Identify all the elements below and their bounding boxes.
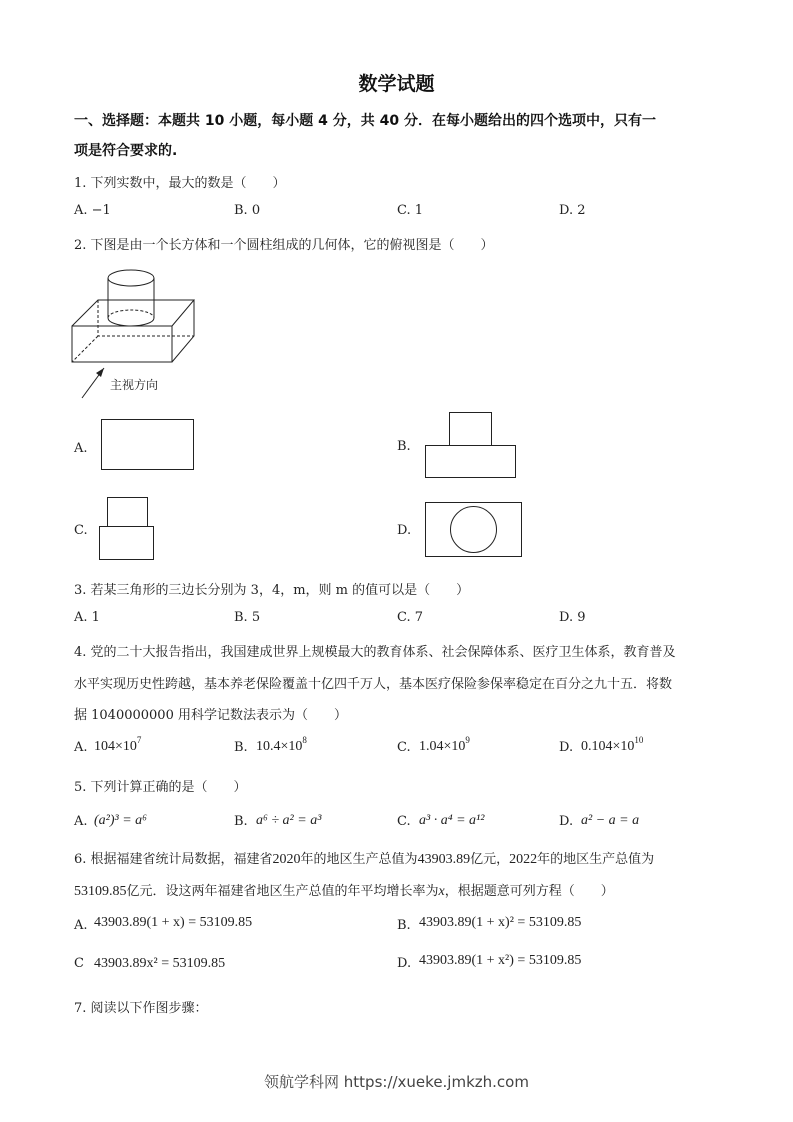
question-3-option-d: D. 9	[559, 610, 586, 625]
question-5-option-d-expr: a² − a = a	[581, 813, 640, 828]
question-5-option-a-expr: (a²)³ = a⁶	[94, 813, 148, 828]
section-heading-line-1: 一、选择题：本题共 10 小题，每小题 4 分，共 40 分．在每小题给出的四个选项中，只有一	[74, 113, 656, 129]
page-title: 数学试题	[358, 73, 435, 95]
question-5-option-c-label: C.	[397, 814, 411, 829]
arrow-icon	[96, 368, 104, 377]
question-4-option-b-expr: $10.4\times 10^8$	[256, 735, 307, 754]
question-2-option-b-label: B.	[397, 439, 411, 454]
question-6-line-1: 6. 根据福建省统计局数据，福建省2020年的地区生产总值为43903.89亿元，2022年的地区生产总值为	[74, 852, 655, 867]
question-1-option-d: D. 2	[559, 203, 586, 218]
question-3-option-a: A. 1	[74, 610, 100, 625]
question-6-option-d-label: D.	[397, 956, 412, 971]
question-5-option-b-label: B.	[234, 814, 248, 829]
question-4-option-a-label: A.	[74, 740, 88, 755]
question-4-option-b-label: B.	[234, 740, 248, 755]
question-7-stem: 7. 阅读以下作图步骤：	[74, 1001, 208, 1016]
question-4-line-2: 水平实现历史性跨越，基本养老保险覆盖十亿四千万人，基本医疗保险参保率稳定在百分之九十五．将数	[74, 677, 673, 692]
question-4-option-d-expr: $0.104\times 10^{10}$	[581, 735, 644, 754]
question-1-option-c: C. 1	[397, 203, 424, 218]
question-3-option-b: B. 5	[234, 610, 261, 625]
question-4-option-d-label: D.	[559, 740, 574, 755]
question-2-stem: 2. 下图是由一个长方体和一个圆柱组成的几何体，它的俯视图是（ ）	[74, 238, 494, 253]
question-1-stem: 1. 下列实数中，最大的数是（ ）	[74, 176, 286, 191]
question-4-line-1: 4. 党的二十大报告指出，我国建成世界上规模最大的教育体系、社会保障体系、医疗卫生体系，教育普及	[74, 645, 676, 660]
question-2-option-d-figure	[425, 502, 523, 558]
question-5-option-b-expr: a⁶ ÷ a² = a³	[256, 813, 322, 828]
question-2-option-c-figure	[99, 497, 155, 561]
question-2-option-a-label: A.	[74, 441, 88, 456]
question-3-stem: 3. 若某三角形的三边长分别为 3，4，m，则 m 的值可以是（ ）	[74, 583, 470, 598]
question-5-option-d-label: D.	[559, 814, 574, 829]
question-6-option-c-label: C	[74, 956, 84, 971]
question-5-option-a-label: A.	[74, 814, 88, 829]
question-1-option-b: B. 0	[234, 203, 261, 218]
question-6-option-b-expr: 43903.89(1 + x)² = 53109.85	[419, 915, 582, 930]
question-2-option-b-figure	[425, 412, 517, 478]
question-3-option-c: C. 7	[397, 610, 424, 625]
footer-watermark[interactable]: 领航学科网 https://xueke.jmkzh.com	[264, 1073, 529, 1091]
question-2-option-c-label: C.	[74, 523, 88, 538]
question-6-option-b-label: B.	[397, 918, 411, 933]
question-5-stem: 5. 下列计算正确的是（ ）	[74, 780, 247, 795]
question-5-option-c-expr: a³ · a⁴ = a¹²	[419, 813, 485, 828]
section-heading-line-2: 项是符合要求的.	[74, 143, 178, 159]
question-2-option-a-figure	[101, 419, 195, 471]
viewing-direction-label: 主视方向	[110, 378, 159, 392]
question-1-option-a: A. −1	[74, 203, 111, 218]
question-4-option-a-expr: $104\times 10^7$	[94, 735, 142, 754]
question-6-option-c-expr: 43903.89x² = 53109.85	[94, 956, 226, 971]
question-2-option-d-label: D.	[397, 523, 412, 538]
question-4-option-c-expr: $1.04\times 10^9$	[419, 735, 470, 754]
question-6-option-a-expr: 43903.89(1 + x) = 53109.85	[94, 915, 253, 930]
question-4-option-c-label: C.	[397, 740, 411, 755]
question-6-option-d-expr: 43903.89(1 + x²) = 53109.85	[419, 953, 582, 968]
question-6-line-2: 53109.85亿元．设这两年福建省地区生产总值的年平均增长率为x，根据题意可列方程（ ）	[74, 884, 614, 899]
question-6-option-a-label: A.	[74, 918, 88, 933]
question-4-line-3: 据 1040000000 用科学记数法表示为（ ）	[74, 708, 347, 723]
